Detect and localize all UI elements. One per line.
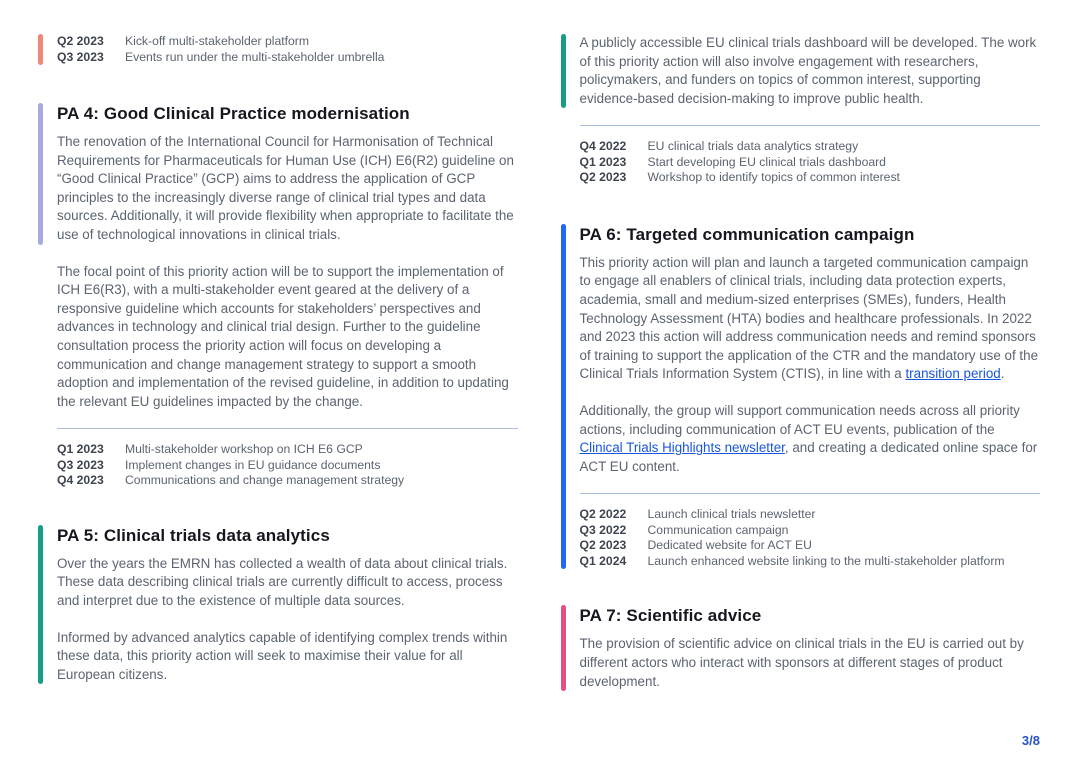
milestone-quarter: Q1 2024 xyxy=(579,553,627,568)
lavender-accent-bar xyxy=(38,103,43,245)
pa4-title: PA 4: Good Clinical Practice modernisation xyxy=(57,104,410,123)
milestone-row xyxy=(580,554,1041,570)
milestone-label: Start developing EU clinical trials dashboard xyxy=(647,154,886,169)
page-number: 3/8 xyxy=(1021,733,1040,748)
milestone-row xyxy=(57,50,518,66)
milestone-label: Multi-stakeholder workshop on ICH E6 GCP xyxy=(125,442,363,457)
milestone-label: Implement changes in EU guidance documents xyxy=(125,457,381,472)
right-column xyxy=(561,30,1041,691)
milestone-quarter: Q1 2023 xyxy=(579,154,627,169)
milestone-label: Kick-off multi-stakeholder platform xyxy=(125,34,310,48)
milestone-label: Launch enhanced website linking to the multi-stakeholder platform xyxy=(647,553,1005,568)
pa4-intro-group xyxy=(38,103,518,245)
intro-milestones-group xyxy=(38,34,518,65)
paragraph-text: , and creating a dedicated online space for ACT EU content. xyxy=(579,440,1038,474)
milestone-quarter: Q2 2023 xyxy=(579,170,627,185)
milestone-quarter: Q2 2023 xyxy=(57,34,104,48)
milestone-label: Communication campaign xyxy=(647,522,789,537)
milestone-row xyxy=(580,155,1041,171)
milestone-quarter: Q1 2023 xyxy=(57,442,104,457)
pa4-paragraph-1: The renovation of the International Council for Harmonisation of Technical Requirements for Pharmaceuticals for Human Use (ICH) E6(R2) guideline on “Good Clinical Practice” (GCP) aims to address the application of GCP principles to the increasingly diverse range of clinical trial types and data sources. Additionally, it will provide flexibility when appropriate to facilitate the use of technological innovations in clinical trials. xyxy=(57,134,514,242)
milestone-label: Dedicated website for ACT EU xyxy=(647,538,812,553)
pink-accent-bar xyxy=(561,605,566,691)
milestone-row xyxy=(580,139,1041,155)
pa5-paragraph-1: Over the years the EMRN has collected a wealth of data about clinical trials. These data describing clinical trials are currently difficult to access, process and interpret due to the existence of multiple data sources. xyxy=(57,555,508,608)
transition-period-link[interactable]: transition period xyxy=(905,366,1001,382)
pa5-dashboard-group xyxy=(561,34,1041,108)
pa5-milestones xyxy=(580,139,1041,186)
milestone-row xyxy=(57,442,518,458)
pa7-title: PA 7: Scientific advice xyxy=(579,606,762,626)
milestone-label: Communications and change management strategy xyxy=(125,473,405,488)
milestone-label: EU clinical trials data analytics strategy xyxy=(647,139,859,154)
newsletter-link[interactable]: Clinical Trials Highlights newsletter xyxy=(579,440,785,456)
paragraph-text: This priority action will plan and launch a targeted communication campaign to engage all enablers of clinical trials, including data protection experts, academia, small and medium-sized enterprises (SMEs), funders, Health Technology Assessment (HTA) bodies and healthcare professionals. In 2022 and 2023 this action will address communication needs and remind sponsors of training to support the application of the CTR and the mandatory use of the Clinical Trials Information System (CTIS), in line with a xyxy=(579,254,1039,382)
divider xyxy=(57,428,518,429)
milestone-quarter: Q3 2023 xyxy=(57,49,104,64)
milestone-row xyxy=(580,507,1041,523)
left-column xyxy=(38,30,518,691)
milestone-quarter: Q4 2023 xyxy=(57,473,104,488)
milestone-row xyxy=(580,170,1041,186)
pa5-dashboard-paragraph: A publicly accessible EU clinical trials dashboard will be developed. The work of this priority action will also involve engagement with researchers, policymakers, and funders on topics of common interest, supporting evidence-based decision-making to improve public health. xyxy=(579,35,1037,106)
milestone-quarter: Q2 2023 xyxy=(579,538,627,553)
section-pa4 xyxy=(38,103,518,489)
section-pa7 xyxy=(561,605,1041,691)
milestone-row xyxy=(580,538,1041,554)
pa6-paragraph-2 xyxy=(580,402,1041,476)
pa5-title: PA 5: Clinical trials data analytics xyxy=(57,525,330,545)
pa6-paragraph-1 xyxy=(580,254,1041,384)
pa7-paragraph: The provision of scientific advice on clinical trials in the EU is carried out by different actors who interact with sponsors at different stages of product development. xyxy=(579,636,1024,689)
milestone-label: Launch clinical trials newsletter xyxy=(647,507,816,522)
pa6-title: PA 6: Targeted communication campaign xyxy=(579,224,915,244)
milestone-row xyxy=(57,473,518,489)
pa4-paragraph-2: The focal point of this priority action will be to support the implementation of ICH E6(R3), with a multi-stakeholder event geared at the delivery of a responsive guideline which accounts for stakeholders’ perspectives and advances in technology and clinical trial design. Further to the guideline consultation process the priority action will focus on developing a communication and change management strategy to support a smooth adoption and implementation of the revised guideline, in addition to updating the relevant EU guidelines impacted by the change. xyxy=(57,263,509,409)
section-pa5 xyxy=(38,525,518,685)
section-pa6 xyxy=(561,224,1041,570)
milestone-quarter: Q3 2022 xyxy=(579,522,627,537)
paragraph-text: Additionally, the group will support communication needs across all priority actions, including communication of ACT EU events, publication of the xyxy=(579,403,1020,437)
milestone-row xyxy=(57,458,518,474)
pa6-milestones xyxy=(580,507,1041,569)
pa5-paragraph-2: Informed by advanced analytics capable of identifying complex trends within these data, this priority action will seek to maximise their value for all European citizens. xyxy=(57,629,508,682)
milestone-quarter: Q3 2023 xyxy=(57,457,104,472)
milestone-quarter: Q2 2022 xyxy=(579,507,627,522)
divider xyxy=(580,125,1041,126)
paragraph-text: . xyxy=(1000,366,1005,382)
salmon-accent-bar xyxy=(38,34,43,65)
teal-accent-bar xyxy=(561,34,566,108)
milestone-label: Workshop to identify topics of common interest xyxy=(647,170,900,185)
milestone-row xyxy=(580,523,1041,539)
intro-milestones xyxy=(57,34,518,65)
divider xyxy=(580,493,1041,494)
pa4-milestones xyxy=(57,442,518,489)
blue-accent-bar xyxy=(561,224,566,570)
milestone-row xyxy=(57,34,518,50)
milestone-quarter: Q4 2022 xyxy=(579,139,627,154)
teal-accent-bar xyxy=(38,525,43,685)
two-column-layout xyxy=(38,30,1040,691)
milestone-label: Events run under the multi-stakeholder umbrella xyxy=(125,49,385,64)
